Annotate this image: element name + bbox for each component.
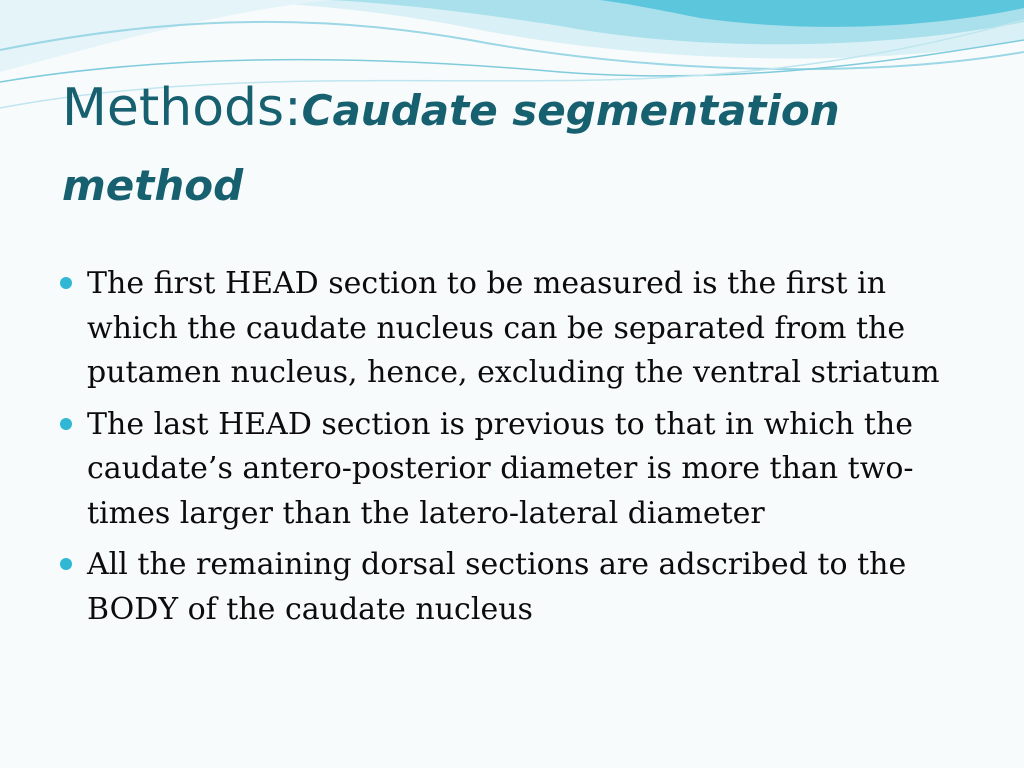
bullet-dot-icon xyxy=(60,277,72,289)
slide-title xyxy=(62,72,962,225)
bullet-text: All the remaining dorsal sections are adscribed to the BODY of the caudate nucleus xyxy=(87,547,907,627)
bullet-text: The first HEAD section to be measured is the first in which the caudate nucleus can be separated from the putamen nucleus, hence, excluding the ventral striatum xyxy=(87,266,940,390)
list-item xyxy=(60,262,960,396)
list-item xyxy=(60,543,960,632)
list-item xyxy=(60,403,960,537)
bullet-dot-icon xyxy=(60,418,72,430)
title-main: Methods: xyxy=(62,78,302,138)
bullet-list xyxy=(60,262,960,639)
bullet-text: The last HEAD section is previous to that in which the caudate’s antero-posterior diameter is more than two-times larger than the latero-lateral diameter xyxy=(87,406,914,531)
title-subtitle: Caudate segmentation method xyxy=(62,86,840,210)
bullet-dot-icon xyxy=(60,558,72,570)
